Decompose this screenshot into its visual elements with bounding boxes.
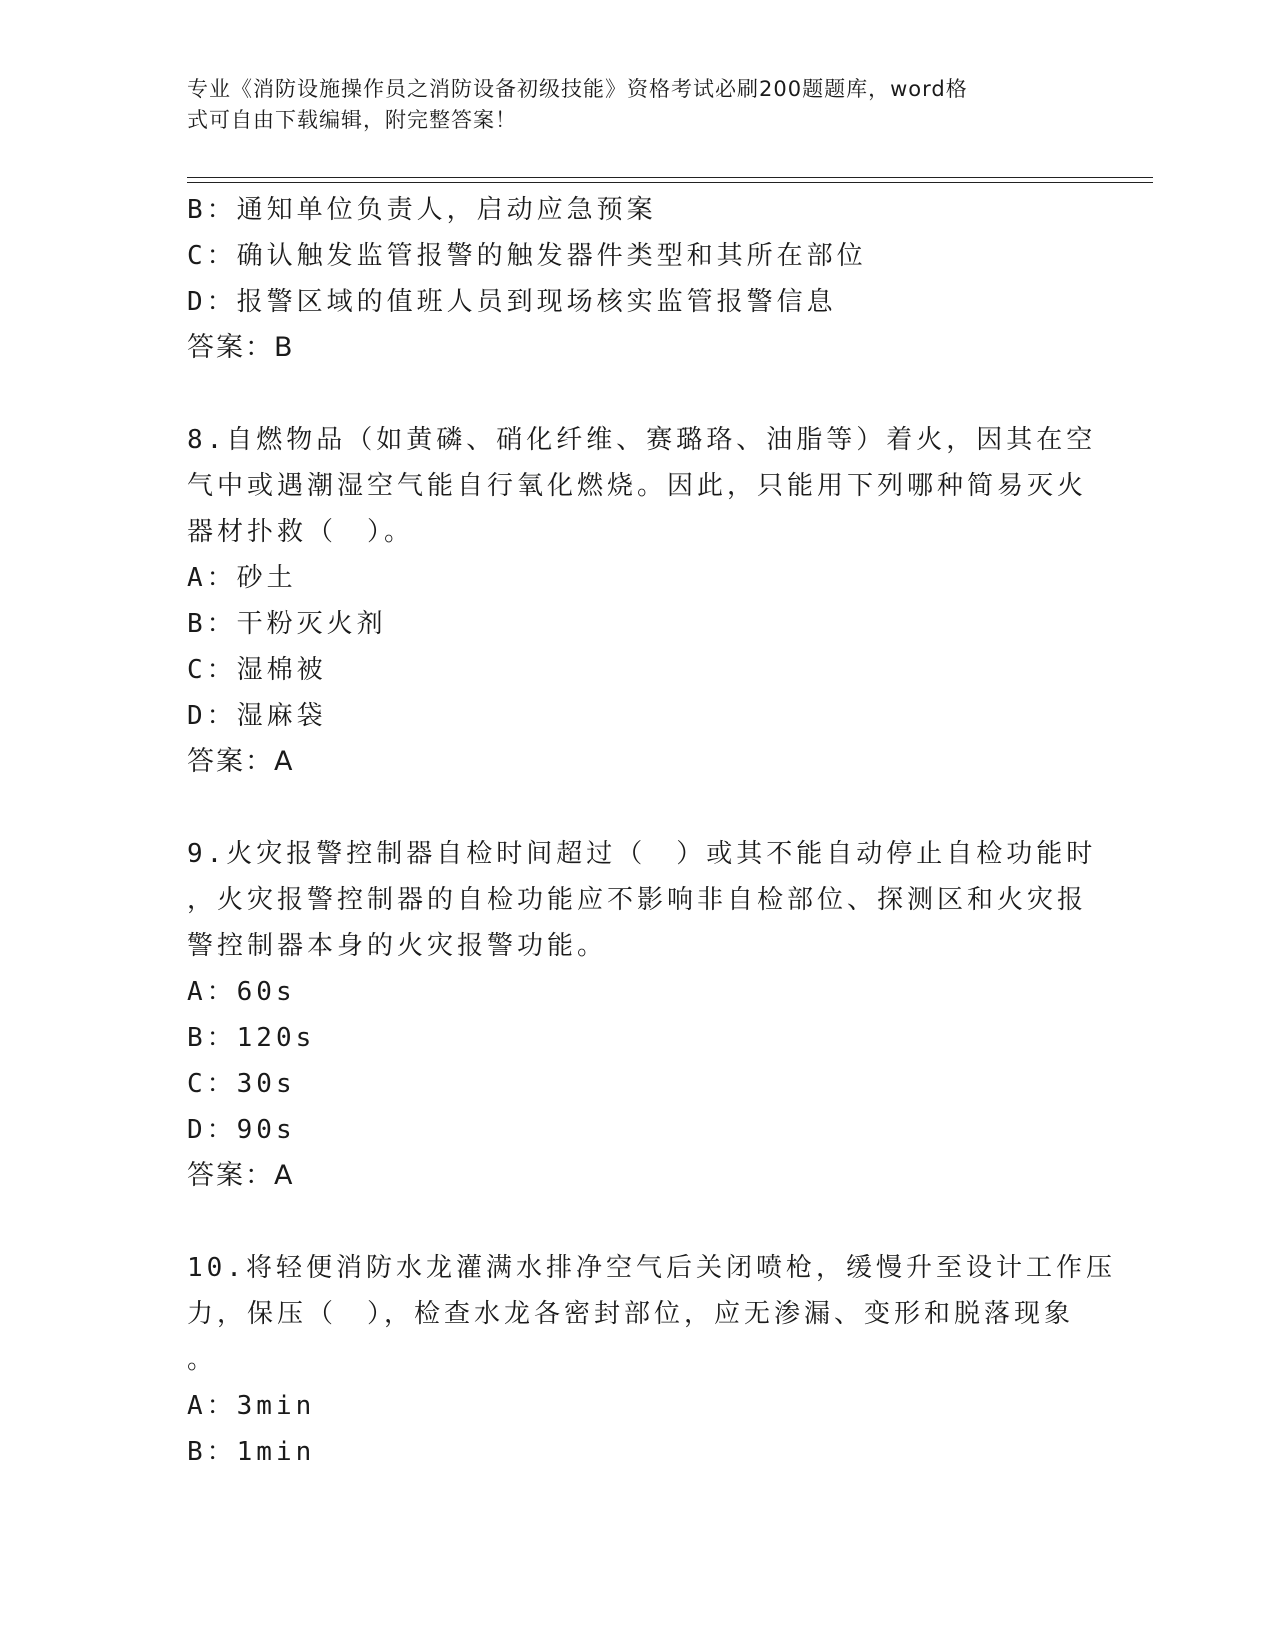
q8-option-d: D：湿麻袋 xyxy=(187,701,327,731)
q9-stem-line: 警控制器本身的火灾报警功能。 xyxy=(187,931,608,961)
q8-answer: 答案：A xyxy=(187,746,295,777)
q10-stem-line: 力，保压（ ），检查水龙各密封部位，应无渗漏、变形和脱落现象 xyxy=(187,1299,1075,1329)
q10-option-b: B：1min xyxy=(187,1437,316,1467)
q7-answer: 答案：B xyxy=(187,332,295,363)
q7-option-b: B：通知单位负责人，启动应急预案 xyxy=(187,195,657,225)
question-10 xyxy=(187,1245,1116,1475)
question-8 xyxy=(187,417,1097,785)
spacer xyxy=(187,1199,1087,1245)
q8-option-c: C：湿棉被 xyxy=(187,655,327,685)
q9-option-b: B：120s xyxy=(187,1023,316,1053)
q8-option-a: A：砂土 xyxy=(187,563,297,593)
q9-option-c: C：30s xyxy=(187,1069,296,1099)
q9-stem xyxy=(187,831,1097,969)
q10-stem-line: 。 xyxy=(187,1345,218,1375)
spacer xyxy=(187,785,1087,831)
q8-stem-line: 8.自燃物品（如黄磷、硝化纤维、赛璐珞、油脂等）着火，因其在空 xyxy=(187,425,1097,455)
q10-stem-line: 10.将轻便消防水龙灌满水排净空气后关闭喷枪，缓慢升至设计工作压 xyxy=(187,1253,1116,1283)
q10-stem xyxy=(187,1245,1116,1383)
q8-stem xyxy=(187,417,1097,555)
question-7-tail xyxy=(187,187,1087,371)
q9-option-a: A：60s xyxy=(187,977,296,1007)
question-9 xyxy=(187,831,1097,1199)
q8-stem-line: 气中或遇潮湿空气能自行氧化燃烧。因此，只能用下列哪种简易灭火 xyxy=(187,471,1088,501)
header-line-2: 式可自由下载编辑，附完整答案！ xyxy=(187,108,517,132)
header-line-1: 专业《消防设施操作员之消防设备初级技能》资格考试必刷200题题库，word格 xyxy=(187,77,968,101)
q9-stem-line: 9.火灾报警控制器自检时间超过（ ）或其不能自动停止自检功能时 xyxy=(187,839,1097,869)
header-rule-top xyxy=(187,177,1153,178)
q10-option-a: A：3min xyxy=(187,1391,316,1421)
spacer xyxy=(187,371,1087,417)
q9-option-d: D：90s xyxy=(187,1115,296,1145)
q8-option-b: B：干粉灭火剂 xyxy=(187,609,387,639)
q9-stem-line: ，火灾报警控制器的自检功能应不影响非自检部位、探测区和火灾报 xyxy=(187,885,1088,915)
q9-answer: 答案：A xyxy=(187,1160,295,1191)
header-rule-bottom xyxy=(187,182,1153,183)
q7-option-d: D：报警区域的值班人员到现场核实监管报警信息 xyxy=(187,287,837,317)
question-list xyxy=(187,187,1116,1475)
document-header xyxy=(187,74,1067,136)
q8-stem-line: 器材扑救（ ）。 xyxy=(187,517,415,547)
q7-option-c: C：确认触发监管报警的触发器件类型和其所在部位 xyxy=(187,241,867,271)
